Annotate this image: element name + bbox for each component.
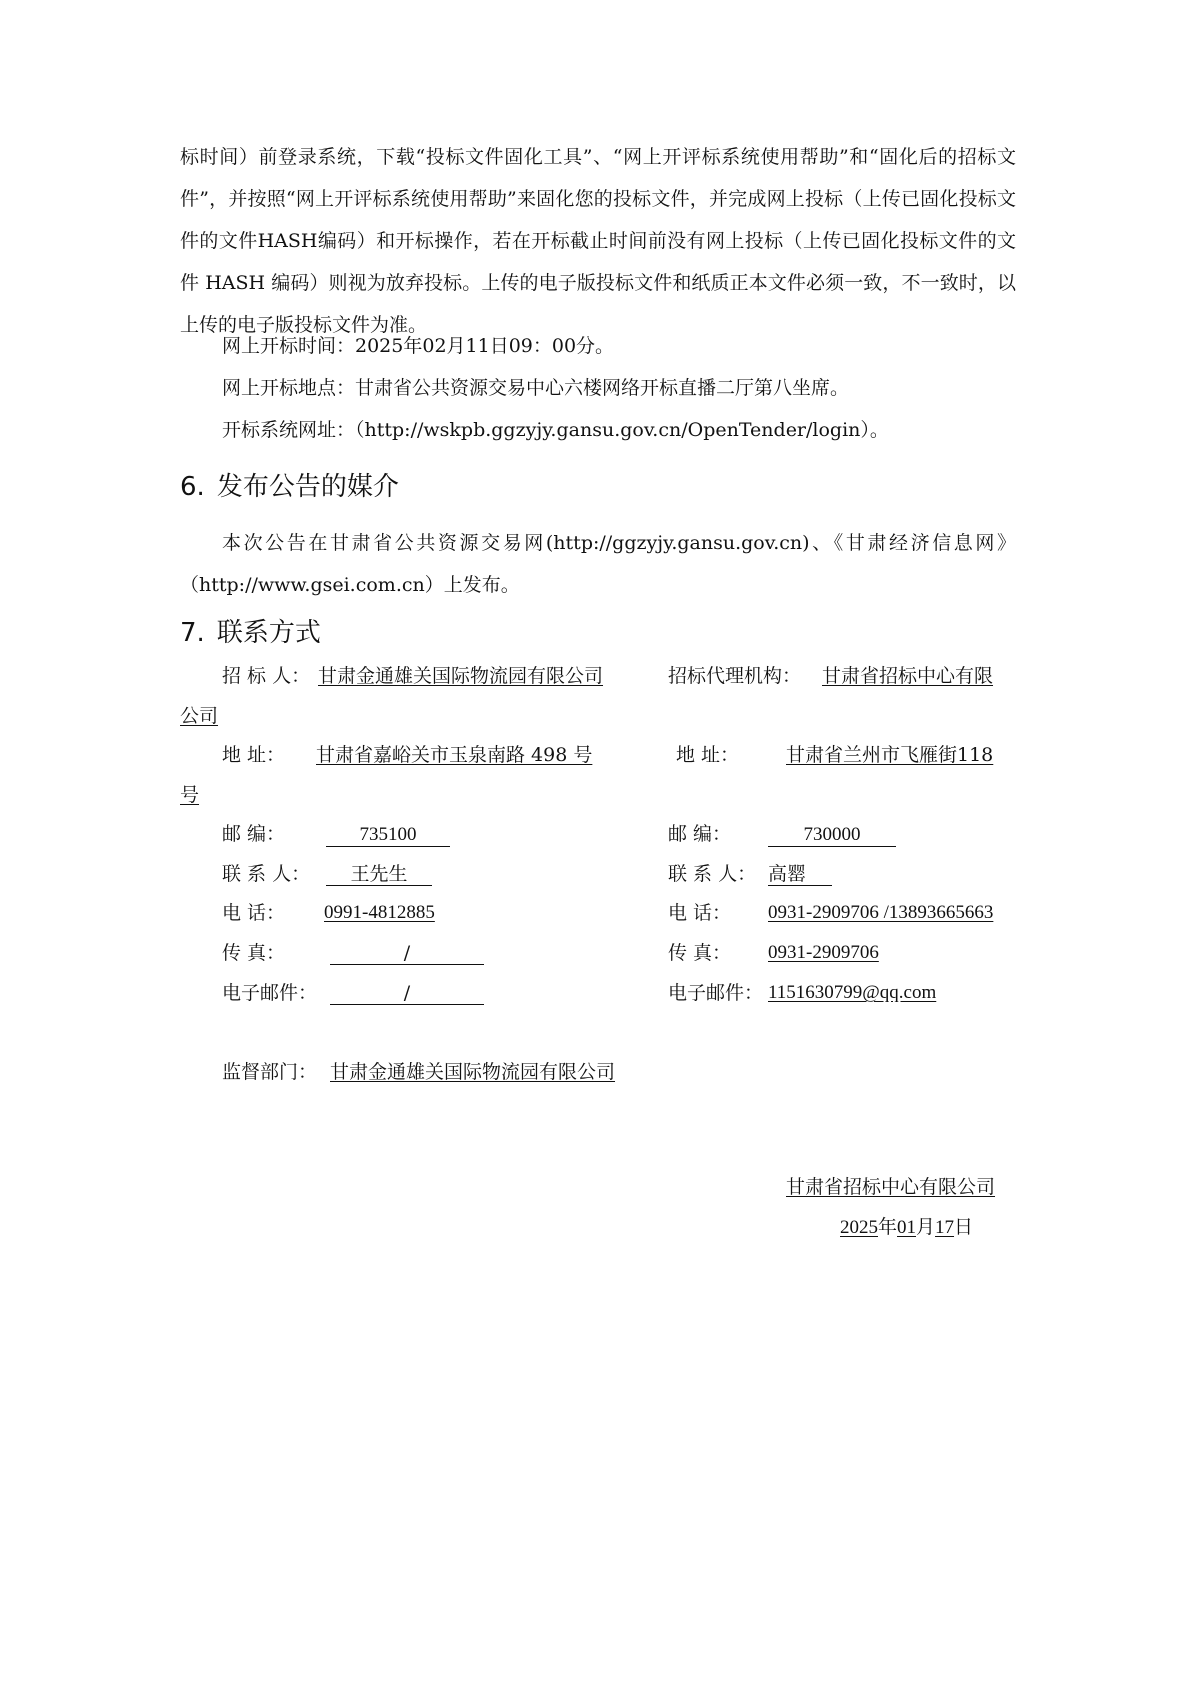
- tenderer-contact-field: [326, 862, 432, 886]
- tenderer-address-value: 甘肃省嘉峪关市玉泉南路 498 号: [316, 744, 593, 766]
- agent-phone-value: 0931-2909706 /13893665663: [768, 902, 994, 923]
- section7-title: 联系方式: [216, 618, 321, 648]
- section7-number: 7.: [180, 618, 205, 648]
- signature-year: 2025: [840, 1217, 878, 1238]
- agent-postcode-value: 730000: [768, 824, 896, 847]
- agent-postcode-field: [768, 822, 896, 847]
- tenderer-email-field: [330, 981, 484, 1005]
- signature-day-unit: 日: [954, 1216, 974, 1238]
- section6-number: 6.: [180, 472, 205, 502]
- tenderer-value: 甘肃金通雄关国际物流园有限公司: [318, 665, 604, 687]
- signature-date: [840, 1215, 973, 1240]
- agent-address-label: 地 址：: [676, 744, 740, 766]
- agent-label: 招标代理机构：: [668, 665, 802, 687]
- tenderer-postcode-field: [326, 822, 450, 847]
- online-opening-time: 网上开标时间：2025年02月11日09：00分。: [222, 335, 615, 357]
- tenderer-fax-field: [330, 941, 484, 965]
- tenderer-email-value: /: [330, 982, 484, 1005]
- signature-month: 01: [897, 1217, 917, 1238]
- agent-contact-field: [768, 862, 832, 886]
- agent-phone-label: 电 话：: [668, 902, 732, 924]
- agent-address-value-continued: 号: [180, 784, 200, 806]
- tenderer-fax-value: /: [330, 942, 484, 965]
- section6-text: 本次公告在甘肃省公共资源交易网(http://ggzyjy.gansu.gov.cn)、《甘肃经济信息网》（http://www.gsei.com.cn）上发布。: [180, 532, 1016, 596]
- supervisor-label: 监督部门：: [222, 1061, 318, 1083]
- section7-heading: [180, 616, 321, 650]
- tenderer-label: 招 标 人：: [222, 665, 311, 687]
- agent-address-value: 甘肃省兰州市飞雁街118: [786, 744, 994, 766]
- supervisor-value: 甘肃金通雄关国际物流园有限公司: [330, 1061, 616, 1083]
- signature-day: 17: [935, 1217, 955, 1238]
- tenderer-postcode-value: 735100: [326, 824, 450, 847]
- tenderer-fax-label: 传 真：: [222, 942, 286, 964]
- section6-title: 发布公告的媒介: [216, 472, 399, 502]
- tenderer-phone-value: 0991-4812885: [324, 902, 435, 923]
- agent-contact-label: 联 系 人：: [668, 863, 757, 885]
- online-opening-place: 网上开标地点：甘肃省公共资源交易中心六楼网络开标直播二厅第八坐席。: [222, 377, 850, 399]
- agent-postcode-label: 邮 编：: [668, 823, 732, 845]
- agent-value: 甘肃省招标中心有限: [822, 665, 994, 687]
- tenderer-email-label: 电子邮件：: [222, 982, 318, 1004]
- agent-email-label: 电子邮件：: [668, 982, 764, 1004]
- section6-heading: [180, 470, 399, 504]
- agent-fax-label: 传 真：: [668, 942, 732, 964]
- intro-paragraph: 标时间）前登录系统，下载“投标文件固化工具”、“网上开评标系统使用帮助”和“固化后的招标文件”，并按照“网上开评标系统使用帮助”来固化您的投标文件，并完成网上投标（上传已固化投标文件的文件HASH编码）和开标操作，若在开标截止时间前没有网上投标（上传已固化投标文件的文件 HASH 编码）则视为放弃投标。上传的电子版投标文件和纸质正本文件必须一致，不一致时，以上传的电子版投标文件为准。: [180, 146, 1016, 336]
- signature-organization: 甘肃省招标中心有限公司: [786, 1176, 996, 1198]
- agent-value-continued: 公司: [180, 705, 219, 727]
- tenderer-postcode-label: 邮 编：: [222, 823, 286, 845]
- tenderer-contact-label: 联 系 人：: [222, 863, 311, 885]
- agent-fax-value: 0931-2909706: [768, 942, 879, 963]
- tenderer-phone-label: 电 话：: [222, 902, 286, 924]
- tenderer-contact-value: 王先生: [326, 863, 432, 886]
- agent-contact-value: 高罂: [768, 863, 832, 886]
- online-opening-url: 开标系统网址：（http://wskpb.ggzyjy.gansu.gov.cn/OpenTender/login）。: [222, 419, 889, 441]
- agent-email-value: 1151630799@qq.com: [768, 982, 937, 1003]
- signature-year-unit: 年: [878, 1216, 898, 1238]
- signature-month-unit: 月: [916, 1216, 936, 1238]
- tenderer-address-label: 地 址：: [222, 744, 286, 766]
